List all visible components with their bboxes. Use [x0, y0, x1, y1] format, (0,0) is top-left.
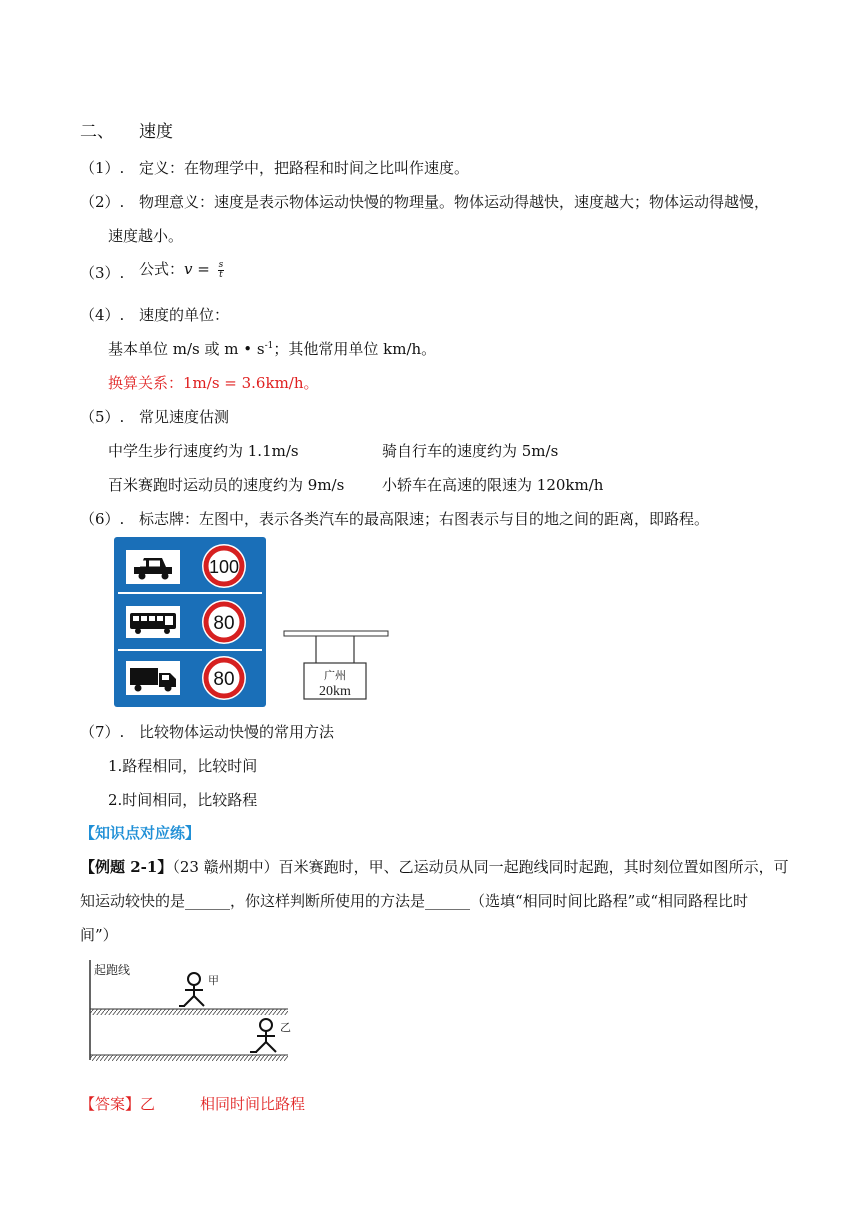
- formula-fraction: [218, 261, 225, 280]
- distance-sign: [282, 628, 392, 704]
- unit-line: [108, 338, 436, 359]
- question-line: [80, 856, 789, 877]
- formula-eq: =: [197, 260, 210, 278]
- formula-var: v: [184, 260, 193, 278]
- speed-limit-sign: [114, 537, 266, 707]
- practice-heading: 【知识点对应练】: [80, 824, 201, 842]
- denominator: t: [219, 269, 223, 280]
- answer-tag: 【答案】: [80, 1095, 141, 1113]
- question-line: 间”）: [80, 926, 118, 944]
- method: 2.时间相同，比较路程: [108, 791, 258, 809]
- item-text-continued: 速度越小。: [108, 227, 184, 245]
- sign-place: 广州: [324, 669, 346, 682]
- item-text: 常见速度估测: [139, 408, 230, 426]
- formula-label: 公式：: [139, 260, 185, 278]
- sign-distance: 20km: [319, 684, 351, 699]
- sign-beam: [284, 631, 388, 636]
- answer-line: [80, 1093, 155, 1114]
- item-number: （2）.: [80, 193, 125, 211]
- runner-figure: [250, 1019, 276, 1052]
- answer-2: 相同时间比路程: [200, 1095, 306, 1113]
- question-text: （23 赣州期中）百米赛跑时，甲、乙运动员从同一起跑线同时起跑，其时刻位置如图所示，可: [172, 858, 789, 876]
- runner-figure: [179, 973, 204, 1006]
- question-tag: 【例题 2-1】: [80, 858, 173, 876]
- unit-line-a: 基本单位 m/s 或 m • s: [108, 340, 265, 358]
- speed-limit-circle: [202, 600, 246, 644]
- speed-limit-value: 80: [213, 613, 235, 634]
- estimate: 小轿车在高速的限速为 120km/h: [382, 476, 604, 494]
- item-number: （7）.: [80, 723, 125, 741]
- item-number: （4）.: [80, 306, 125, 324]
- car-icon: [126, 550, 180, 584]
- item-number: （1）.: [80, 159, 125, 177]
- estimate: 中学生步行速度约为 1.1m/s: [108, 442, 299, 460]
- lane-ground: [90, 1009, 288, 1015]
- unit-sup: -1: [264, 341, 274, 351]
- method: 1.路程相同，比较时间: [108, 757, 258, 775]
- speed-limit-circle: [202, 656, 246, 700]
- item-number: （5）.: [80, 408, 125, 426]
- item-text: 定义：在物理学中，把路程和时间之比叫作速度。: [139, 159, 470, 177]
- item-number: （3）.: [80, 264, 125, 282]
- bus-icon: [126, 606, 180, 638]
- runner-label: 甲: [208, 974, 219, 987]
- truck-icon: [126, 661, 180, 695]
- item-number: （6）.: [80, 510, 125, 528]
- formula: [139, 258, 224, 280]
- numerator: s: [218, 259, 224, 270]
- estimate: 百米赛跑时运动员的速度约为 9m/s: [108, 476, 345, 494]
- unit-line-b: ；其他常用单位 km/h。: [273, 340, 437, 358]
- answer-1: 乙: [140, 1095, 156, 1113]
- item-text: 标志牌：左图中，表示各类汽车的最高限速；右图表示与目的地之间的距离，即路程。: [139, 510, 710, 528]
- conversion: 换算关系：1m/s = 3.6km/h。: [108, 374, 319, 392]
- speed-limit-value: 80: [213, 669, 235, 690]
- question-line: 知运动较快的是______，你这样判断所使用的方法是______（选填“相同时间比路程”或“相同路程比时: [80, 892, 749, 910]
- speed-limit-circle: [202, 544, 246, 588]
- item-text: 速度的单位：: [139, 306, 230, 324]
- runner-label: 乙: [280, 1021, 291, 1034]
- item-text: 物理意义：速度是表示物体运动快慢的物理量。物体运动得越快，速度越大；物体运动得越慢，: [139, 193, 770, 211]
- start-line-label: 起跑线: [94, 963, 131, 977]
- section-number: 二、: [80, 122, 114, 142]
- race-figure: [84, 956, 296, 1066]
- lane-ground: [90, 1055, 288, 1061]
- section-title: 速度: [139, 122, 173, 142]
- estimate: 骑自行车的速度约为 5m/s: [382, 442, 559, 460]
- item-text: 比较物体运动快慢的常用方法: [139, 723, 335, 741]
- speed-limit-value: 100: [208, 557, 240, 577]
